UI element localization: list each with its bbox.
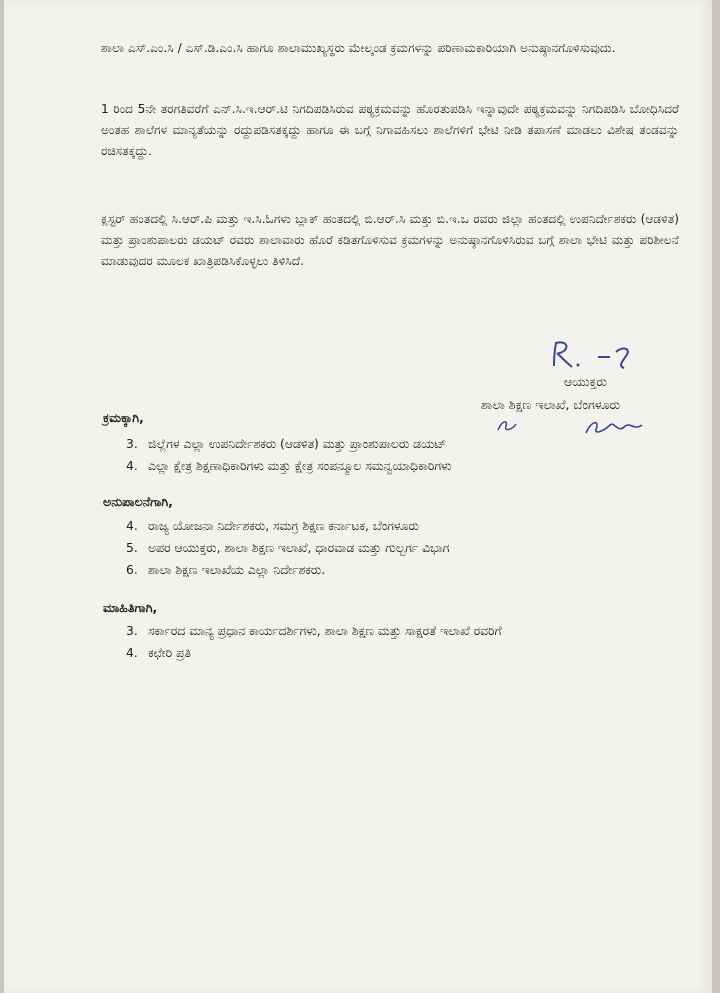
handwritten-signature (546, 340, 646, 370)
paragraph-monitoring: ಕ್ಲಸ್ಟರ್ ಹಂತದಲ್ಲಿ ಸಿ.ಆರ್.ಪಿ ಮತ್ತು ಇ.ಸಿ.ಓಗಳು ಬ್ಲಾಕ್ ಹಂತದಲ್ಲಿ ಬಿ.ಆರ್.ಸಿ ಮತ್ತು ಬಿ.ಇ.ಒ ರವರು ಜಿಲ್ಲಾ ಹಂತದಲ್ಲಿ ಉಪನಿರ್ದೇಶಕರು (ಆಡಳಿತ) ಮತ್ತು ಪ್ರಾಂಶುಪಾಲರು ಡಯಟ್ ರವರು ಶಾಲಾವಾರು ಹೊರೆ ಕಡಿತಗೊಳಿಸುವ ಕ್ರಮಗಳನ್ನು ಅನುಷ್ಠಾನಗೊಳಿಸಿರುವ ಬಗ್ಗೆ ಶಾಲಾ ಭೇಟಿ ಮತ್ತು ಪರಿಶೀಲನೆ ಮಾಡುವುದರ ಮೂಲಕ ಖಾತ್ರಿಪಡಿಸಿಕೊಳ್ಳಲು ತಿಳಿಸಿದೆ. (101, 212, 679, 268)
compliance-list (126, 515, 449, 581)
small-signature (582, 415, 652, 439)
list-item: 6. ಶಾಲಾ ಶಿಕ್ಷಣ ಇಲಾಖೆಯ ಎಲ್ಲಾ ನಿರ್ದೇಶಕರು. (126, 563, 326, 577)
information-list (126, 620, 502, 664)
document-page (4, 0, 712, 993)
signatory-department: ಶಾಲಾ ಶಿಕ್ಷಣ ಇಲಾಖೆ, ಬೆಂಗಳೂರು (481, 397, 621, 412)
paragraph-syllabus: 1 ರಿಂದ 5ನೇ ತರಗತಿವರೆಗೆ ಎನ್.ಸಿ.ಇ.ಆರ್.ಟಿ ನಿಗದಿಪಡಿಸಿರುವ ಪಠ್ಯಕ್ರಮವನ್ನು ಹೊರತುಪಡಿಸಿ ಇನ್ನಾವುದೇ ಪಠ್ಯಕ್ರಮವನ್ನು ನಿಗದಿಪಡಿಸಿ ಬೋಧಿಸಿದರೆ ಅಂತಹ ಶಾಲೆಗಳ ಮಾನ್ಯತೆಯನ್ನು ರದ್ದುಪಡಿಸತಕ್ಕದ್ದು ಹಾಗೂ ಈ ಬಗ್ಗೆ ನಿಗಾವಹಿಸಲು ಶಾಲೆಗಳಿಗೆ ಭೇಟಿ ನೀಡಿ ತಪಾಸಣೆ ಮಾಡಲು ವಿಶೇಷ ತಂಡವನ್ನು ರಚಿಸತಕ್ಕದ್ದು. (101, 102, 679, 158)
list-item: 4. ಎಲ್ಲಾ ಕ್ಷೇತ್ರ ಶಿಕ್ಷಣಾಧಿಕಾರಿಗಳು ಮತ್ತು ಕ್ಷೇತ್ರ ಸಂಪನ್ಮೂಲ ಸಮನ್ವಯಾಧಿಕಾರಿಗಳು (126, 459, 452, 473)
list-item: 3. ಜಿಲ್ಲೆಗಳ ಎಲ್ಲಾ ಉಪನಿರ್ದೇಶಕರು (ಆಡಳಿತ) ಮತ್ತು ಪ್ರಾಂಶುಪಾಲರು ಡಯಟ್ (126, 437, 447, 451)
section-heading-compliance: ಅನುಪಾಲನೆಗಾಗಿ, (103, 494, 173, 509)
action-list (126, 433, 452, 477)
list-item: 3. ಸರ್ಕಾರದ ಮಾನ್ಯ ಪ್ರಧಾನ ಕಾರ್ಯದರ್ಶಿಗಳು, ಶಾಲಾ ಶಿಕ್ಷಣ ಮತ್ತು ಸಾಕ್ಷರತೆ ಇಲಾಖೆ ರವರಿಗೆ (126, 624, 502, 638)
paragraph-implementation: ಶಾಲಾ ಎಸ್.ಎಂ.ಸಿ / ಎಸ್.ಡಿ.ಎಂ.ಸಿ ಹಾಗೂ ಶಾಲಾಮುಖ್ಯಸ್ಥರು ಮೇಲ್ಕಂಡ ಕ್ರಮಗಳನ್ನು ಪರಿಣಾಮಕಾರಿಯಾಗಿ ಅನುಷ್ಠಾನಗೊಳಿಸುವುದು. (101, 41, 616, 55)
section-heading-information: ಮಾಹಿತಿಗಾಗಿ, (103, 600, 158, 615)
section-heading-action: ಕ್ರಮಕ್ಕಾಗಿ, (103, 410, 144, 425)
signatory-title: ಆಯುಕ್ತರು (564, 374, 607, 389)
list-item: 4. ಕಛೇರಿ ಪ್ರತಿ (126, 646, 191, 660)
list-item: 4. ರಾಜ್ಯ ಯೋಜನಾ ನಿರ್ದೇಶಕರು, ಸಮಗ್ರ ಶಿಕ್ಷಣ ಕರ್ನಾಟಕ, ಬೆಂಗಳೂರು (126, 519, 419, 533)
initial-mark (496, 418, 520, 434)
list-item: 5. ಅಪರ ಆಯುಕ್ತರು, ಶಾಲಾ ಶಿಕ್ಷಣ ಇಲಾಖೆ, ಧಾರವಾಡ ಮತ್ತು ಗುಲ್ಬರ್ಗ ವಿಭಾಗ (126, 541, 450, 555)
